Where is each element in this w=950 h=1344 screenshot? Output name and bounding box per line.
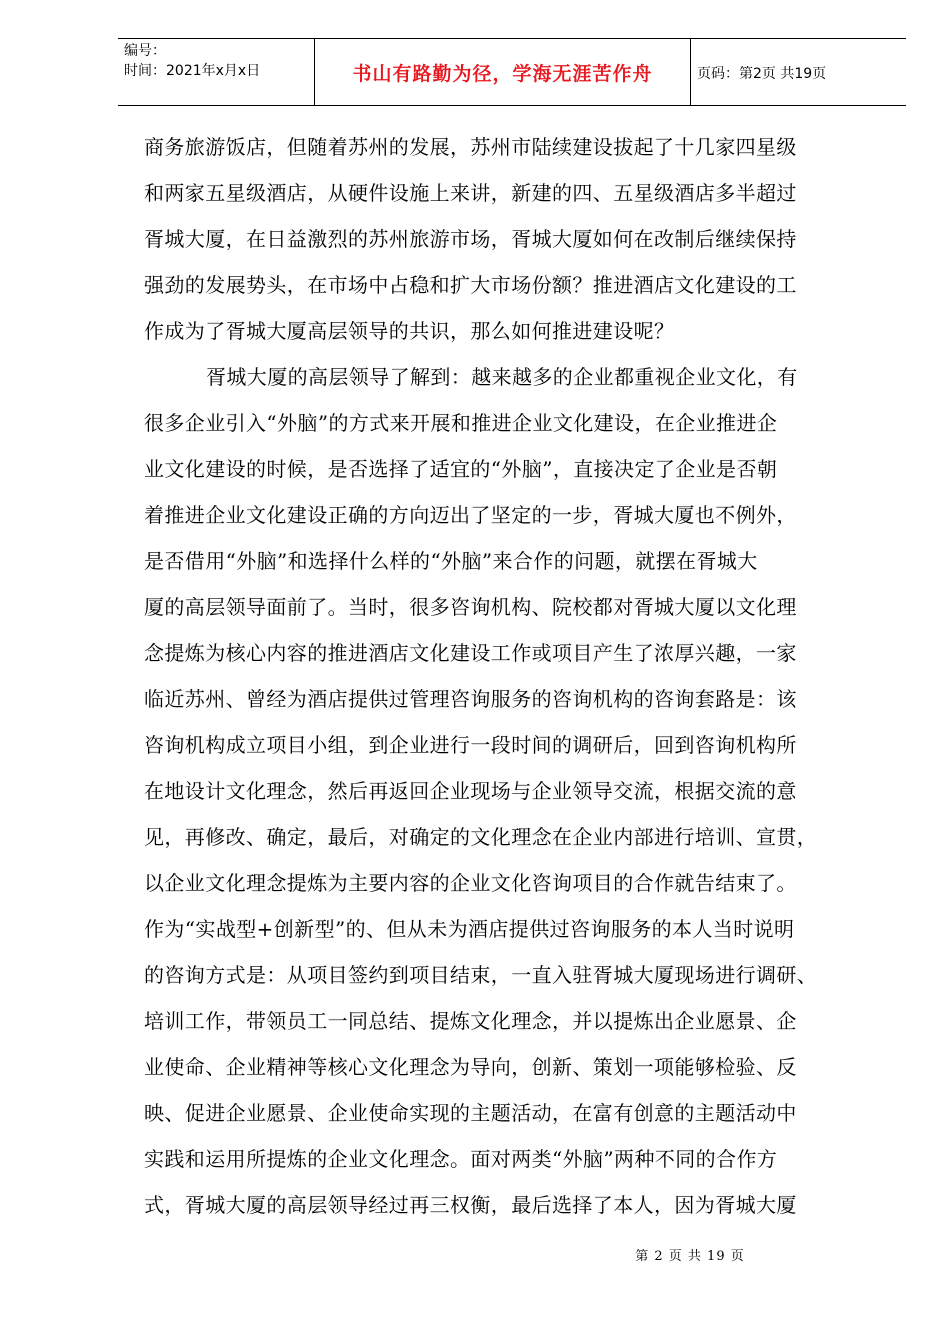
text-line: 胥城大厦，在日益激烈的苏州旅游市场，胥城大厦如何在改制后继续保持 — [144, 227, 797, 251]
text-line: 实践和运用所提炼的企业文化理念。面对两类“外脑”两种不同的合作方 — [144, 1147, 778, 1171]
text-line: 临近苏州、曾经为酒店提供过管理咨询服务的咨询机构的咨询套路是：该 — [144, 687, 797, 711]
page-header — [118, 38, 906, 106]
text-line: 业文化建设的时候，是否选择了适宜的“外脑”，直接决定了企业是否朝 — [144, 457, 778, 481]
header-motto: 书山有路勤为径，学海无涯苦作舟 — [352, 63, 653, 85]
text-line: 着推进企业文化建设正确的方向迈出了坚定的一步，胥城大厦也不例外， — [144, 503, 797, 527]
text-line: 业使命、企业精神等核心文化理念为导向，创新、策划一项能够检验、反 — [144, 1055, 797, 1079]
text-line: 是否借用“外脑”和选择什么样的“外脑”来合作的问题，就摆在胥城大 — [144, 549, 758, 573]
text-line: 厦的高层领导面前了。当时，很多咨询机构、院校都对胥城大厦以文化理 — [144, 595, 797, 619]
document-body — [144, 124, 872, 1228]
text-line: 咨询机构成立项目小组，到企业进行一段时间的调研后，回到咨询机构所 — [144, 733, 797, 757]
text-line: 在地设计文化理念，然后再返回企业现场与企业领导交流，根据交流的意 — [144, 779, 797, 803]
document-number-label: 编号： — [124, 43, 166, 59]
text-line: 见，再修改、确定，最后，对确定的文化理念在企业内部进行培训、宣贯， — [144, 825, 818, 849]
text-line: 培训工作，带领员工一同总结、提炼文化理念，并以提炼出企业愿景、企 — [144, 1009, 797, 1033]
text-line: 商务旅游饭店，但随着苏州的发展，苏州市陆续建设拔起了十几家四星级 — [144, 135, 797, 159]
text-line: 式，胥城大厦的高层领导经过再三权衡，最后选择了本人，因为胥城大厦 — [144, 1193, 797, 1217]
document-time-label: 时间：2021年x月x日 — [124, 63, 261, 79]
text-line: 作成为了胥城大厦高层领导的共识，那么如何推进建设呢？ — [144, 319, 675, 343]
text-line: 作为“实战型+创新型”的、但从未为酒店提供过咨询服务的本人当时说明 — [144, 917, 795, 941]
text-line: 的咨询方式是：从项目签约到项目结束，一直入驻胥城大厦现场进行调研、 — [144, 963, 818, 987]
text-line: 强劲的发展势头，在市场中占稳和扩大市场份额？推进酒店文化建设的工 — [144, 273, 797, 297]
text-line: 映、促进企业愿景、企业使命实现的主题活动，在富有创意的主题活动中 — [144, 1101, 797, 1125]
paragraph-start-line: 胥城大厦的高层领导了解到：越来越多的企业都重视企业文化，有 — [206, 365, 798, 389]
text-line: 以企业文化理念提炼为主要内容的企业文化咨询项目的合作就告结束了。 — [144, 871, 797, 895]
page-footer: 第 2 页 共 19 页 — [635, 1249, 745, 1264]
text-line: 很多企业引入“外脑”的方式来开展和推进企业文化建设，在企业推进企 — [144, 411, 778, 435]
header-page-info: 页码：第2页 共19页 — [697, 66, 827, 82]
header-divider — [690, 39, 691, 105]
text-line: 念提炼为核心内容的推进酒店文化建设工作或项目产生了浓厚兴趣，一家 — [144, 641, 797, 665]
header-meta — [124, 41, 314, 81]
text-line: 和两家五星级酒店，从硬件设施上来讲，新建的四、五星级酒店多半超过 — [144, 181, 797, 205]
